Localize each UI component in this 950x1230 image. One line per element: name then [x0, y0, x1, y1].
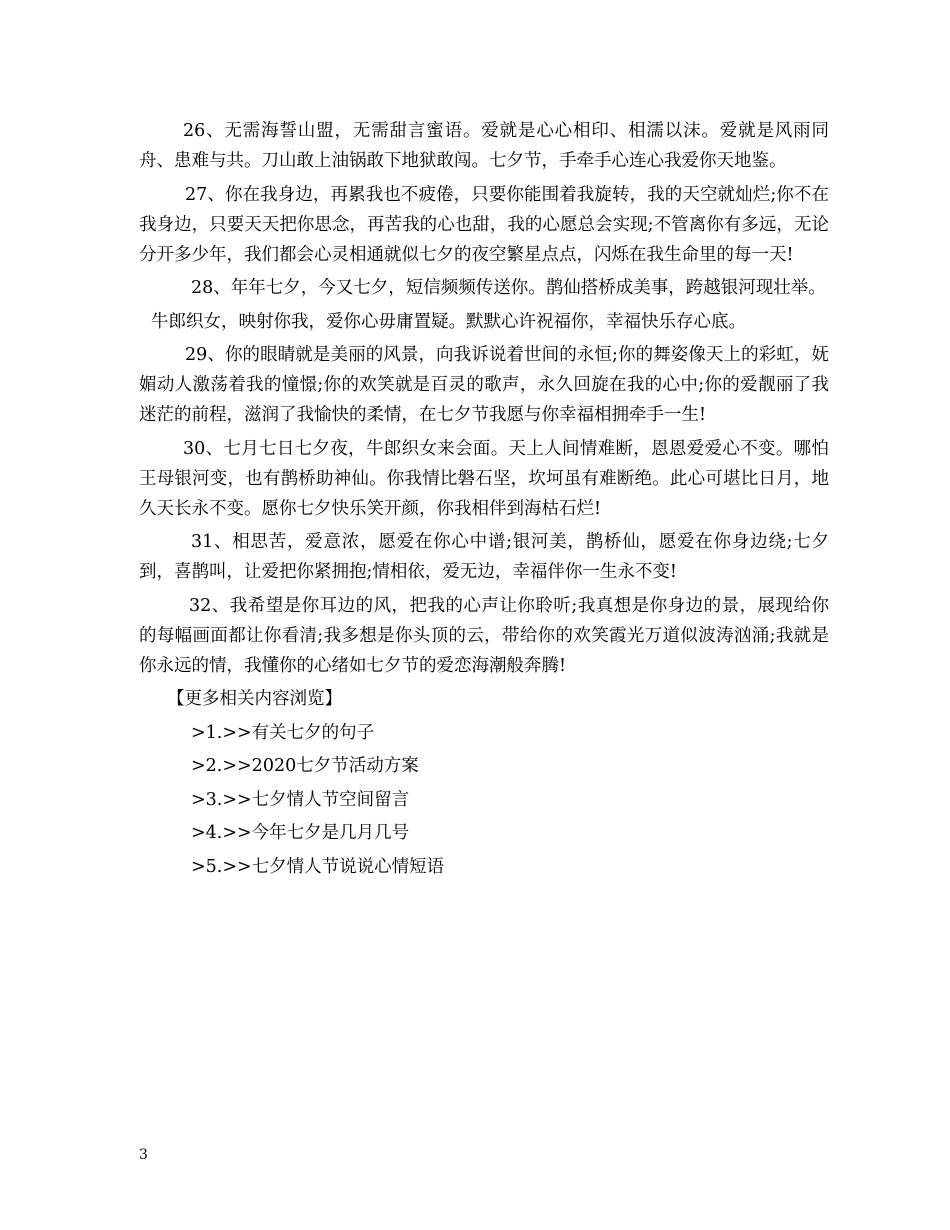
related-link-5[interactable]: >5.>>七夕情人节说说心情短语 — [191, 856, 445, 877]
paragraph-28: 28、年年七夕，今又七夕，短信频频传送你。鹊仙搭桥成美事，跨越银河现壮举。 — [191, 278, 826, 298]
paragraph-28-continued: 牛郎织女，映射你我，爱你心毋庸置疑。默默心许祝福你，幸福快乐存心底。 — [151, 311, 746, 332]
paragraph-32: 32、我希望是你耳边的风，把我的心声让你聆听;我真想是你身边的景，展现给你的每幅画面都让你看清;我多想是你头顶的云，带给你的欢笑霞光万道似波涛汹涌;我就是你永远的情，我懂你的心绪如七夕节的爱恋海潮般奔腾! — [139, 595, 829, 676]
page-number: 3 — [139, 1147, 148, 1163]
document-body — [139, 116, 829, 885]
related-link-1[interactable]: >1.>>有关七夕的句子 — [191, 722, 375, 743]
more-content-heading: 【更多相关内容浏览】 — [167, 689, 342, 709]
paragraph-27: 27、你在我身边，再累我也不疲倦，只要你能围着我旋转，我的天空就灿烂;你不在我身边，只要天天把你思念，再苦我的心也甜，我的心愿总会实现;不管离你有多远，无论分开多少年，我们都会心灵相通就似七夕的夜空繁星点点，闪烁在我生命里的每一天! — [139, 184, 829, 265]
paragraph-26: 26、无需海誓山盟，无需甜言蜜语。爱就是心心相印、相濡以沫。爱就是风雨同舟、患难与共。刀山敢上油锅敢下地狱敢闯。七夕节，手牵手心连心我爱你天地鉴。 — [139, 121, 829, 171]
paragraph-30: 30、七月七日七夕夜，牛郎织女来会面。天上人间情难断，恩恩爱爱心不变。哪怕王母银河变，也有鹊桥助神仙。你我情比磐石坚，坎坷虽有难断绝。此心可堪比日月，地久天长永不变。愿你七夕快乐笑开颜，你我相伴到海枯石烂! — [139, 438, 829, 519]
paragraph-29: 29、你的眼睛就是美丽的风景，向我诉说着世间的永恒;你的舞姿像天上的彩虹，妩媚动人激荡着我的憧憬;你的欢笑就是百灵的歌声，永久回旋在我的心中;你的爱靓丽了我迷茫的前程，滋润了我愉快的柔情，在七夕节我愿与你幸福相拥牵手一生! — [139, 345, 829, 425]
paragraph-31: 31、相思苦，爱意浓，愿爱在你心中谱;银河美，鹊桥仙，愿爱在你身边绕;七夕到，喜鹊叫，让爱把你紧拥抱;情相依，爱无边，幸福伴你一生永不变! — [139, 532, 829, 582]
related-link-4[interactable]: >4.>>今年七夕是几月几号 — [191, 823, 410, 843]
related-link-3[interactable]: >3.>>七夕情人节空间留言 — [191, 789, 410, 810]
related-link-2[interactable]: >2.>>2020七夕节活动方案 — [191, 756, 419, 776]
